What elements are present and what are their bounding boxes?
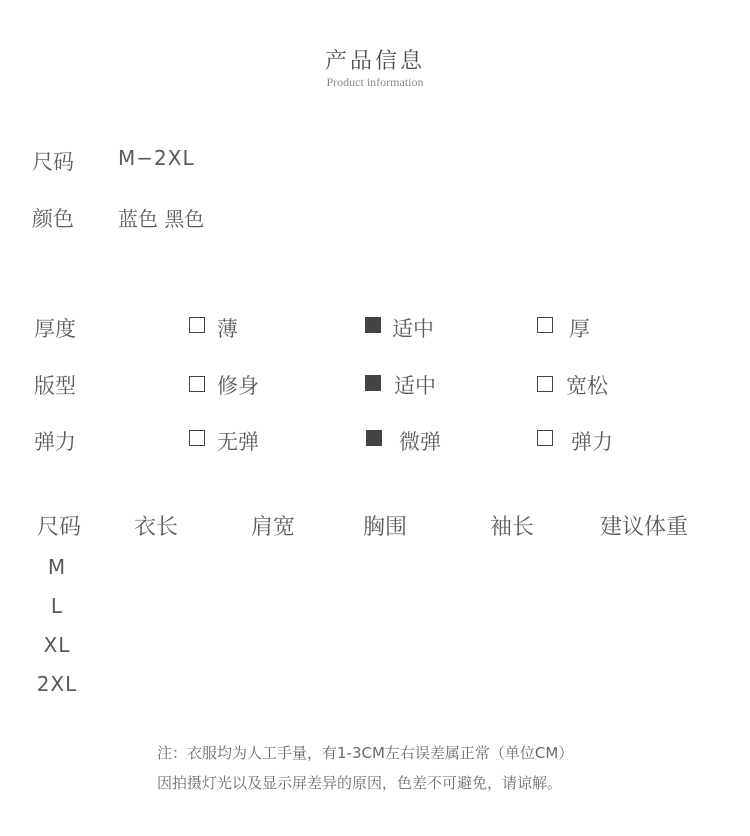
table-row-size: XL	[43, 633, 71, 657]
thickness-thick-option: 厚	[569, 317, 590, 341]
color-label: 颜色	[32, 207, 74, 231]
elasticity-none-checkbox	[189, 430, 205, 446]
fit-slim-option: 修身	[217, 374, 259, 398]
table-row-size: L	[50, 594, 64, 618]
table-header-shoulder: 肩宽	[251, 515, 296, 540]
thickness-thin-checkbox	[189, 317, 205, 333]
color-difference-note: 因拍摄灯光以及显示屏差异的原因，色差不可避免，请谅解。	[157, 774, 563, 792]
page-subtitle: Product information	[326, 75, 424, 89]
size-value: M−2XL	[118, 146, 195, 170]
elasticity-stretch-checkbox	[537, 430, 553, 446]
fit-loose-option: 宽松	[566, 374, 608, 398]
table-header-sleeve: 袖长	[490, 515, 535, 540]
size-label: 尺码	[32, 150, 74, 174]
fit-slim-checkbox	[189, 376, 205, 392]
color-value: 蓝色 黑色	[118, 207, 205, 231]
fit-loose-checkbox	[537, 376, 553, 392]
table-row-size: M	[47, 555, 67, 579]
thickness-thin-option: 薄	[217, 317, 238, 341]
table-header-chest: 胸围	[363, 515, 408, 540]
elasticity-label: 弹力	[34, 430, 76, 454]
fit-label: 版型	[34, 374, 76, 398]
table-header-length: 衣长	[134, 515, 179, 540]
elasticity-none-option: 无弹	[217, 430, 259, 454]
elasticity-slight-option: 微弹	[399, 430, 441, 454]
elasticity-stretch-option: 弹力	[571, 430, 613, 454]
table-header-weight: 建议体重	[600, 515, 689, 540]
thickness-medium-checkbox	[365, 317, 381, 333]
thickness-medium-option: 适中	[392, 317, 434, 341]
table-row-size: 2XL	[36, 672, 78, 696]
thickness-label: 厚度	[34, 317, 76, 341]
measurement-note: 注：衣服均为人工手量，有1-3CM左右误差属正常（单位CM）	[157, 744, 574, 762]
thickness-thick-checkbox	[537, 317, 553, 333]
fit-regular-checkbox	[365, 375, 381, 391]
table-header-size: 尺码	[37, 515, 82, 540]
fit-regular-option: 适中	[394, 374, 436, 398]
page-title: 产品信息	[324, 49, 425, 74]
elasticity-slight-checkbox	[366, 430, 382, 446]
